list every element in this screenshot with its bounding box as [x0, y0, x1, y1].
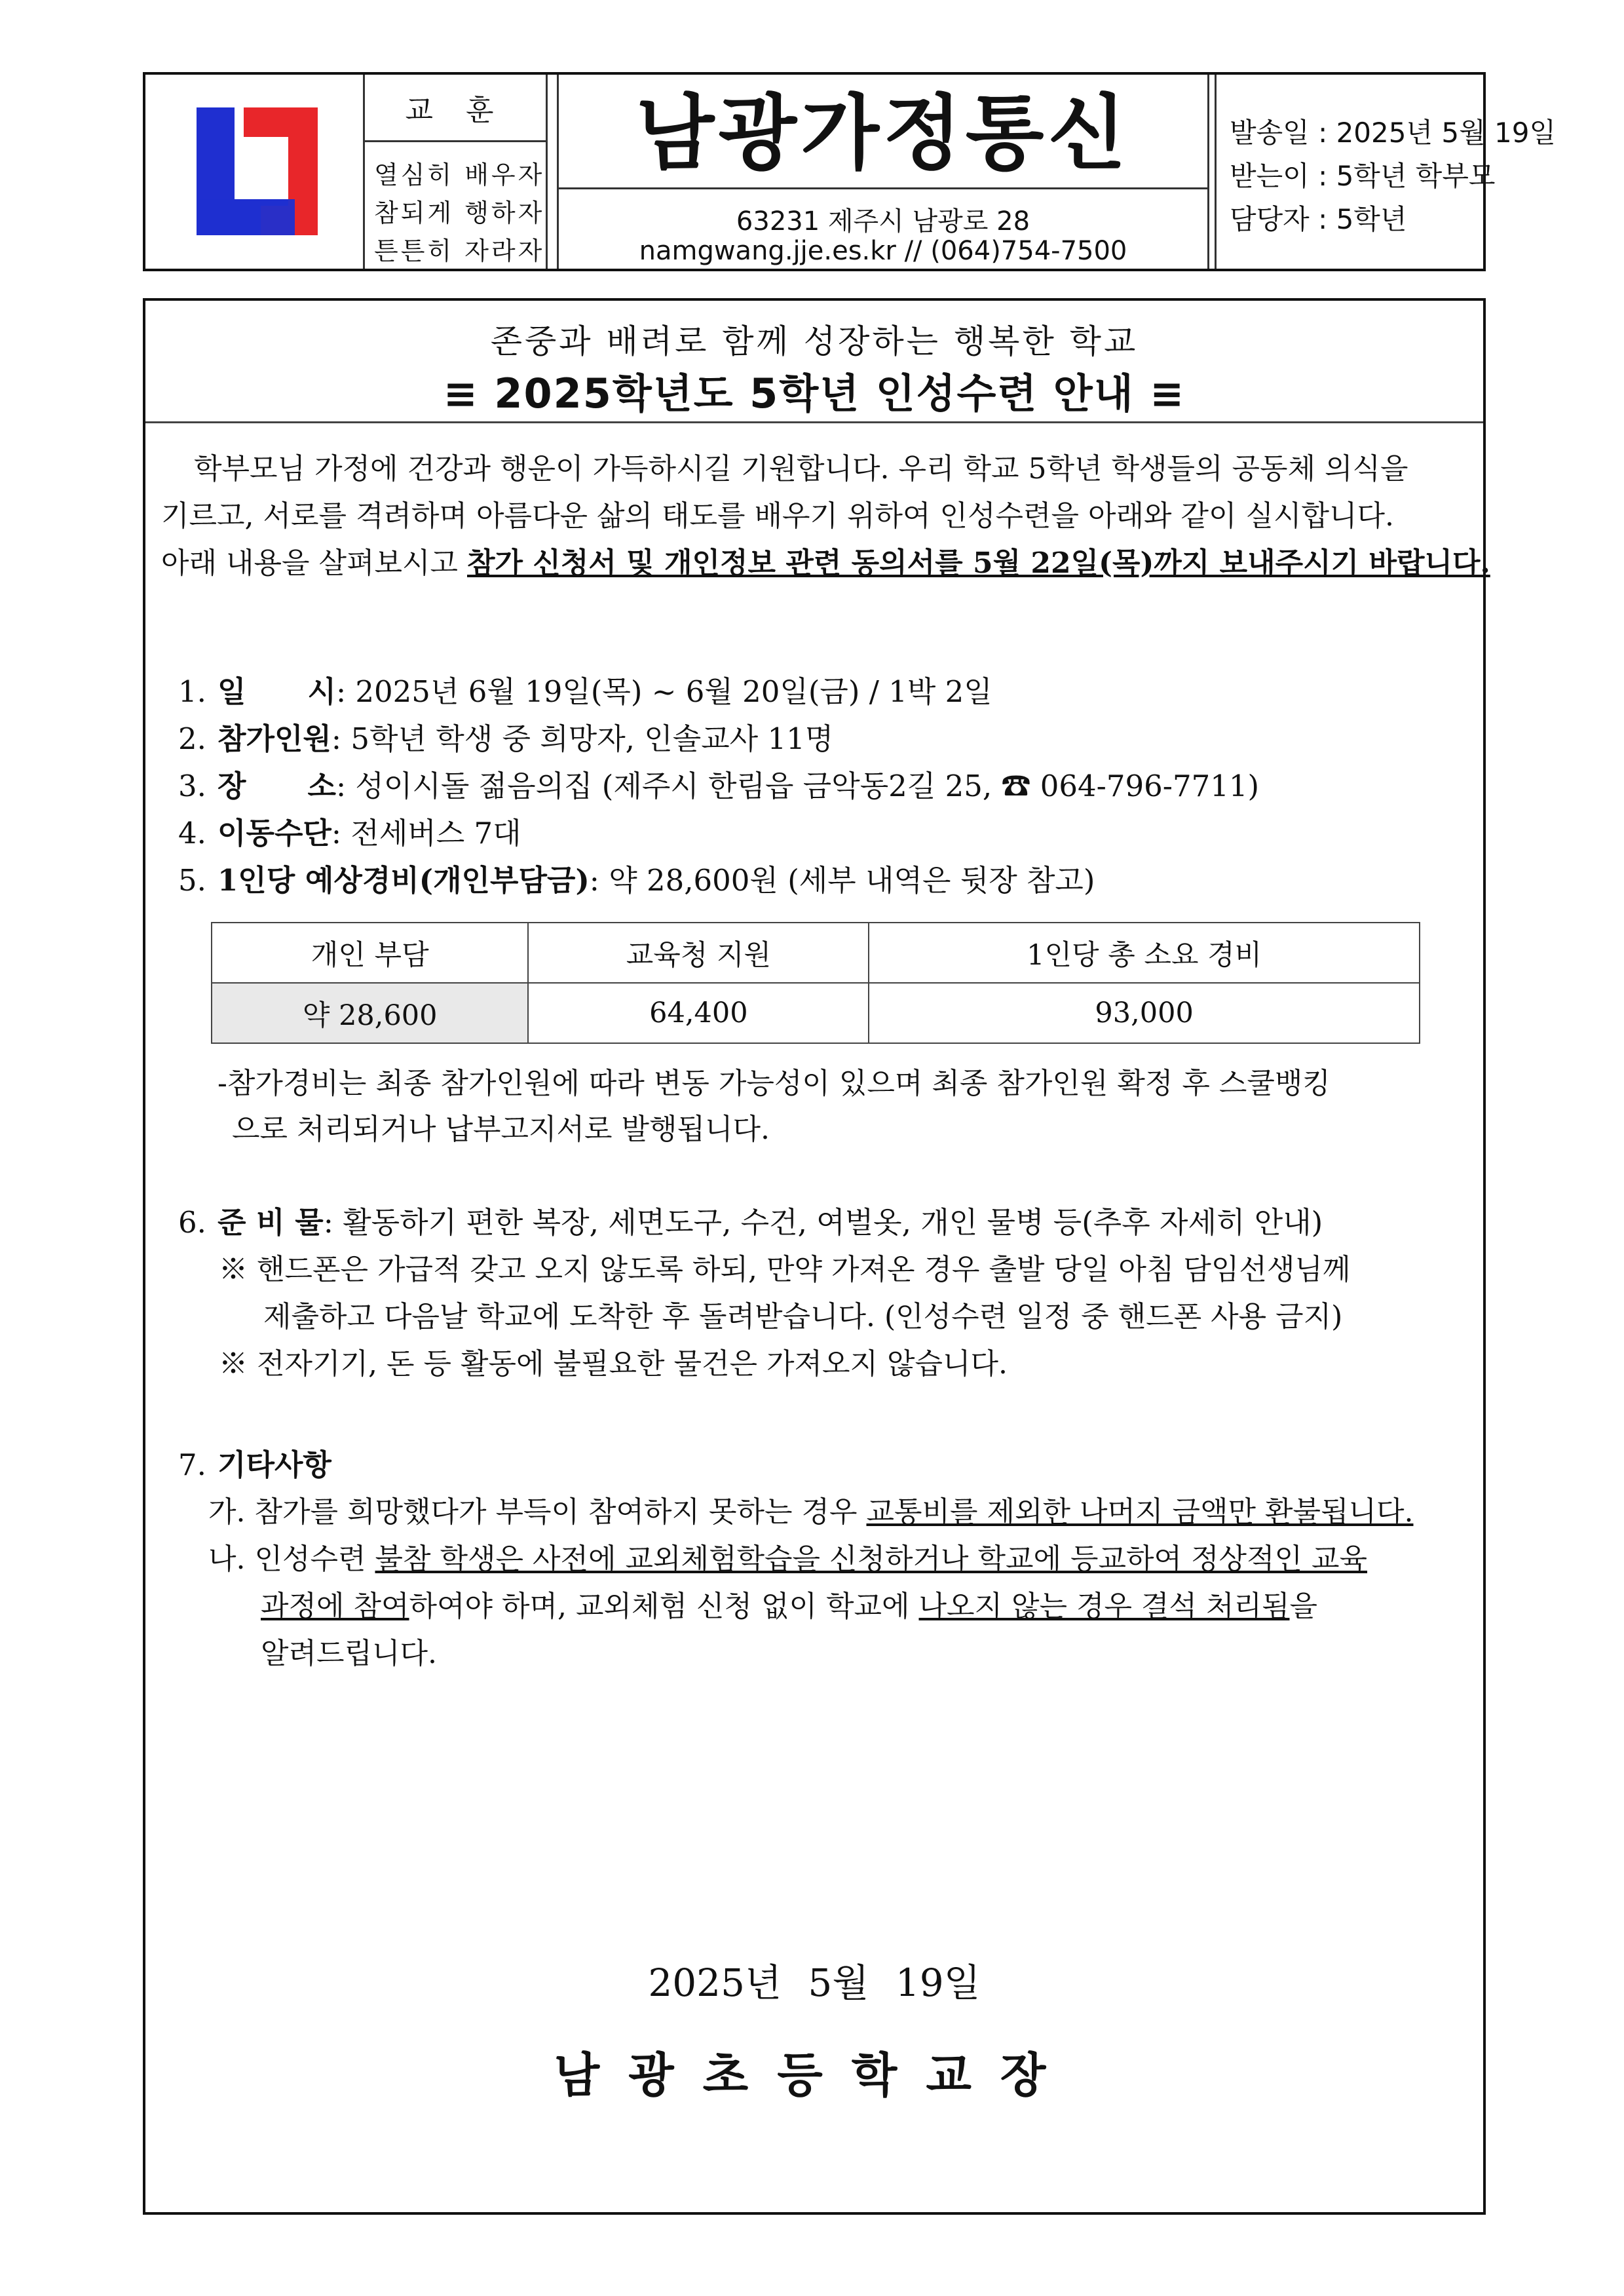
- motto-title: 교 훈: [365, 75, 546, 142]
- item-transport: 4. 이동수단: 전세버스 7대: [178, 816, 521, 851]
- cost-table: [211, 922, 1420, 1044]
- recipient: 받는이 : 5학년 학부모: [1230, 160, 1496, 192]
- item-location: 3. 장 소: 성이시돌 젊음의집 (제주시 한림읍 금악동2길 25, ☎ 064-796-7711): [178, 769, 1260, 803]
- item-supplies: 6. 준 비 물: 활동하기 편한 복장, 세면도구, 수건, 여벌옷, 개인 물병 등(추후 자세히 안내): [178, 1205, 1323, 1240]
- item-cost: 5. 1인당 예상경비(개인부담금): 약 28,600원 (세부 내역은 뒷장 참고): [178, 863, 1095, 898]
- intro-line: 학부모님 가정에 건강과 행운이 가득하시길 기원합니다. 우리 학교 5학년 학생들의 공동체 의식을: [194, 452, 1408, 486]
- cost-table-header-row: [212, 923, 1420, 983]
- cost-table-cell: 64,400: [528, 983, 869, 1043]
- document-title: ≡ 2025학년도 5학년 인성수련 안내 ≡: [443, 370, 1186, 417]
- newsletter-title: 남광가정통신: [635, 86, 1131, 181]
- sent-date: 발송일 : 2025년 5월 19일: [1230, 117, 1557, 149]
- supplies-note: ※ 핸드폰은 가급적 갖고 오지 않도록 하되, 만약 가져온 경우 출발 당일 아침 담임선생님께: [219, 1253, 1351, 1286]
- principal-signature: 남광초등학교장: [554, 2048, 1075, 2103]
- intro-line: 아래 내용을 살펴보시고 참가 신청서 및 개인정보 관련 동의서를 5월 22일(목)까지 보내주시기 바랍니다.: [161, 546, 1490, 580]
- motto-line: 열심히 배우자: [374, 161, 545, 189]
- manager: 담당자 : 5학년: [1230, 203, 1407, 235]
- supplies-note: 제출하고 다음날 학교에 도착한 후 돌려받습니다. (인성수련 일정 중 핸드폰 사용 금지): [263, 1300, 1343, 1333]
- item-schedule: 1. 일 시: 2025년 6월 19일(목) ~ 6월 20일(금) / 1박 2일: [178, 674, 992, 709]
- etc-note-b: 알려드립니다.: [261, 1637, 438, 1670]
- paper-title-cell: [557, 75, 1209, 269]
- cost-table-row: [212, 983, 1420, 1043]
- item-etc: 7. 기타사항: [178, 1447, 331, 1482]
- cost-table-cell: 93,000: [869, 983, 1420, 1043]
- intro-deadline: 참가 신청서 및 개인정보 관련 동의서를 5월 22일(목)까지 보내주시기 바랍니다.: [467, 546, 1490, 580]
- school-address: 63231 제주시 남광로 28: [736, 206, 1030, 237]
- info-cell: [1215, 75, 1557, 269]
- newsletter-header: [143, 72, 1557, 271]
- cost-table-header: 교육청 지원: [528, 923, 869, 983]
- logo-cell: [145, 75, 363, 269]
- cost-table-cell: 약 28,600: [212, 983, 528, 1043]
- cost-table-header: 개인 부담: [212, 923, 528, 983]
- notice-body: [143, 298, 1490, 2215]
- school-contact: namgwang.jje.es.kr // (064)754-7500: [639, 236, 1127, 266]
- cost-note: -참가경비는 최종 참가인원에 따라 변동 가능성이 있으며 최종 참가인원 확정 후 스쿨뱅킹: [217, 1067, 1331, 1100]
- school-logo: [183, 101, 328, 245]
- cost-table-header: 1인당 총 소요 경비: [869, 923, 1420, 983]
- cost-note: 으로 처리되거나 납부고지서로 발행됩니다.: [232, 1113, 770, 1146]
- motto-cell: [363, 75, 548, 269]
- signature-date: 2025년 5월 19일: [648, 1961, 981, 2005]
- school-slogan: 존중과 배려로 함께 성장하는 행복한 학교: [490, 322, 1139, 360]
- etc-note-b: 과정에 참여하여야 하며, 교외체험 신청 없이 학교에 나오지 않는 경우 결석 처리됨을: [261, 1590, 1317, 1623]
- motto-line: 참되게 행하자: [374, 199, 545, 227]
- item-participants: 2. 참가인원: 5학년 학생 중 희망자, 인솔교사 11명: [178, 721, 834, 756]
- motto-line: 튼튼히 자라자: [374, 237, 545, 265]
- intro-line: 기르고, 서로를 격려하며 아름다운 삶의 태도를 배우기 위하여 인성수련을 아래와 같이 실시합니다.: [161, 499, 1394, 533]
- etc-note-b: 나. 인성수련 불참 학생은 사전에 교외체험학습을 신청하거나 학교에 등교하여 정상적인 교육: [208, 1542, 1368, 1576]
- etc-note-a: 가. 참가를 희망했다가 부득이 참여하지 못하는 경우 교통비를 제외한 나머지 금액만 환불됩니다.: [208, 1495, 1414, 1529]
- supplies-note: ※ 전자기기, 돈 등 활동에 불필요한 물건은 가져오지 않습니다.: [219, 1347, 1008, 1381]
